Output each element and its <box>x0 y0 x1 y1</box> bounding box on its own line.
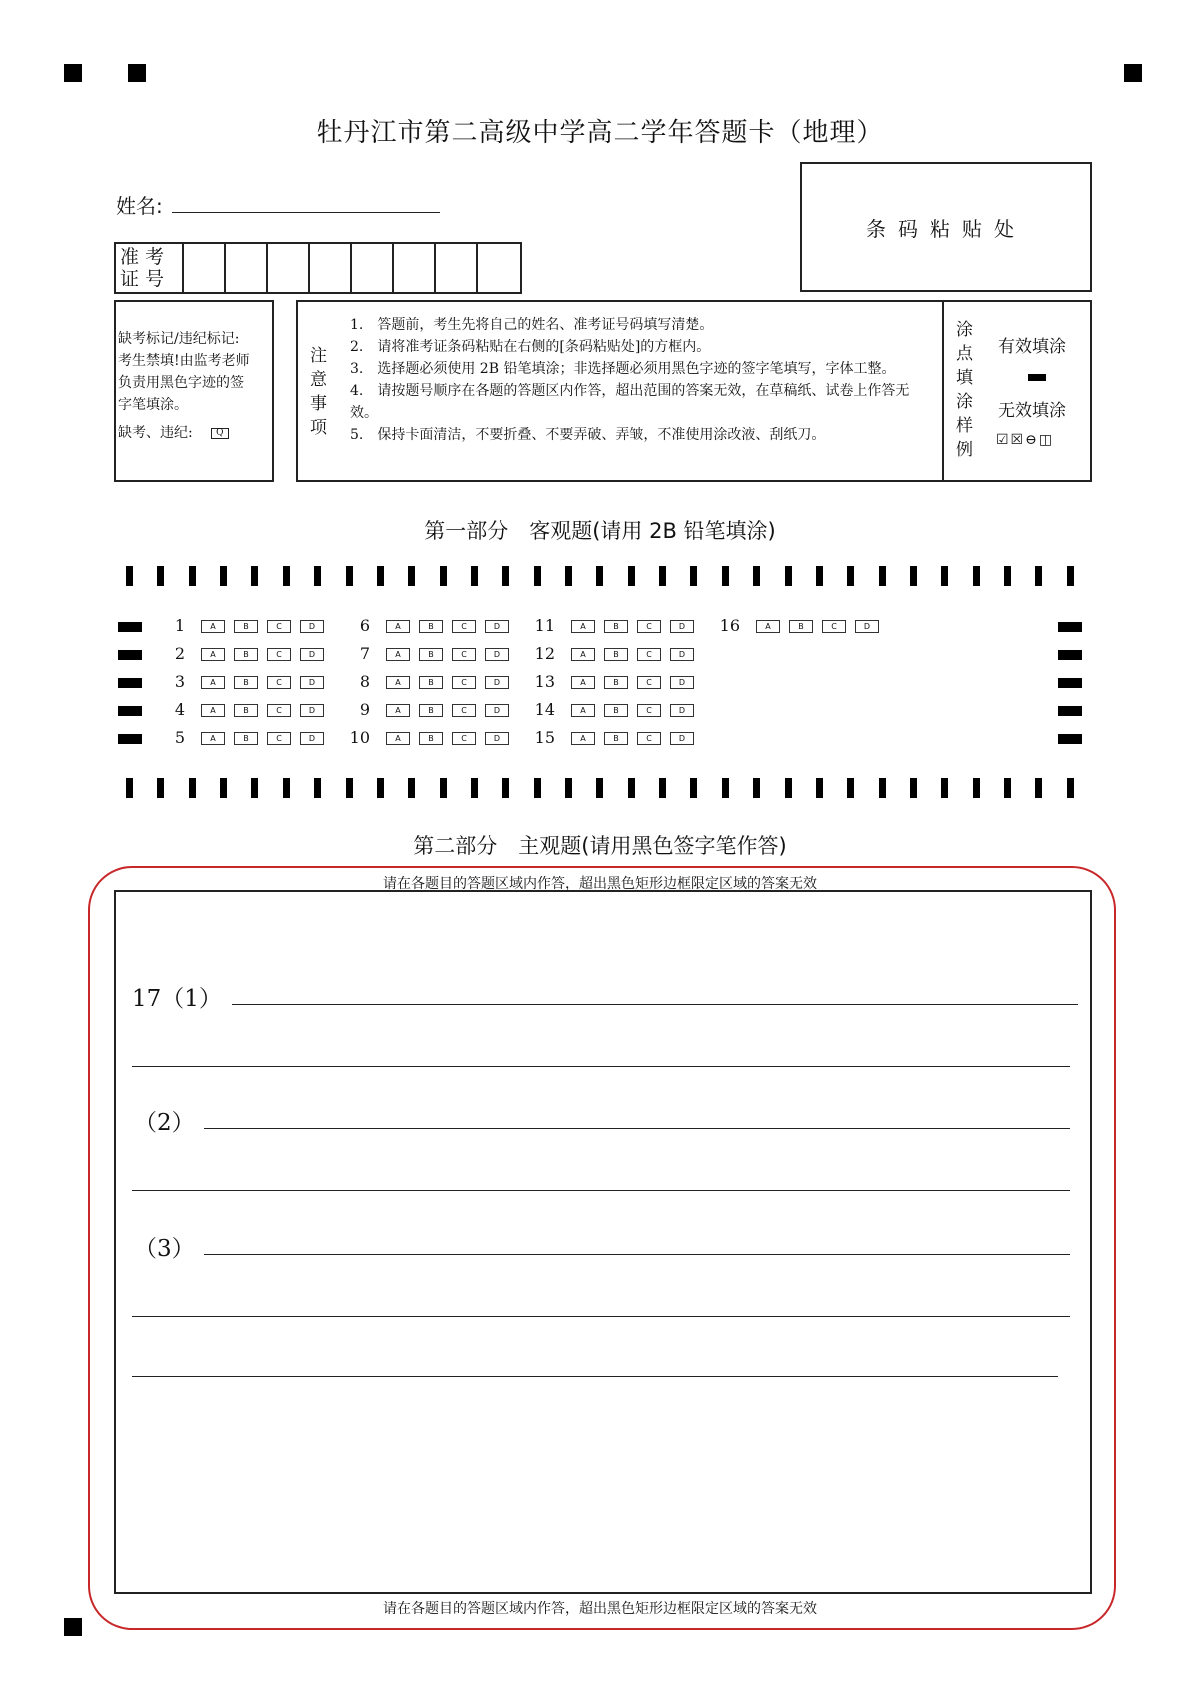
timing-mark <box>189 778 196 798</box>
answer-option-b[interactable]: B <box>234 676 258 689</box>
timing-mark <box>1067 778 1074 798</box>
answer-option-d[interactable]: D <box>300 620 324 633</box>
answer-option-a[interactable]: A <box>571 704 595 717</box>
question-number: 7 <box>359 644 370 663</box>
question-number: 1 <box>174 616 185 635</box>
timing-mark <box>346 778 353 798</box>
timing-mark <box>126 778 133 798</box>
timing-mark <box>659 778 666 798</box>
timing-mark <box>753 778 760 798</box>
row-timing-mark <box>1058 706 1082 716</box>
exam-id-cell[interactable] <box>226 244 268 292</box>
timing-mark <box>1004 566 1011 586</box>
question-number: 12 <box>534 644 555 663</box>
registration-mark <box>128 64 146 82</box>
exam-id-cell[interactable] <box>310 244 352 292</box>
timing-mark <box>628 566 635 586</box>
fill-example-title: 涂点填涂样例 <box>956 320 973 460</box>
question-number: 8 <box>359 672 370 691</box>
answer-option-d[interactable]: D <box>300 704 324 717</box>
absence-mark-label: 缺考、违纪: <box>118 425 193 441</box>
question-17-part2-label: （2） <box>134 1110 195 1136</box>
answer-option-c[interactable]: C <box>452 676 476 689</box>
answer-option-a[interactable]: A <box>571 732 595 745</box>
answer-option-b[interactable]: B <box>604 732 628 745</box>
invalid-fill-marks: ☑☒⊖◫ <box>996 432 1055 448</box>
question-17-part3-label: （3） <box>134 1236 195 1262</box>
timing-mark <box>910 778 917 798</box>
name-label: 姓名: <box>116 194 163 218</box>
answer-option-c[interactable]: C <box>637 620 661 633</box>
row-timing-mark <box>118 622 142 632</box>
row-timing-mark <box>1058 678 1082 688</box>
timing-mark <box>1035 778 1042 798</box>
answer-option-b[interactable]: B <box>604 676 628 689</box>
exam-id-cell[interactable] <box>394 244 436 292</box>
registration-mark <box>64 64 82 82</box>
answer-option-d[interactable]: D <box>670 620 694 633</box>
answer-option-d[interactable]: D <box>670 648 694 661</box>
answer-option-b[interactable]: B <box>789 620 813 633</box>
absence-mark-box <box>114 300 274 482</box>
question-number: 3 <box>174 672 185 691</box>
name-field[interactable] <box>172 212 440 213</box>
timing-mark <box>596 778 603 798</box>
timing-marks-bottom <box>126 778 1074 798</box>
question-number: 6 <box>359 616 370 635</box>
timing-mark <box>596 566 603 586</box>
answer-option-b[interactable]: B <box>234 704 258 717</box>
timing-marks-top <box>126 566 1074 586</box>
timing-mark <box>628 778 635 798</box>
row-timing-mark <box>118 650 142 660</box>
exam-id-cell[interactable] <box>268 244 310 292</box>
notice-item: 4. 请按题号顺序在各题的答题区内作答，超出范围的答案无效，在草稿纸、试卷上作答无效。 <box>350 383 910 421</box>
question-number: 13 <box>534 672 555 691</box>
answer-option-a[interactable]: A <box>201 620 225 633</box>
answer-option-d[interactable]: D <box>485 732 509 745</box>
answer-option-d[interactable]: D <box>485 704 509 717</box>
timing-mark <box>785 778 792 798</box>
answer-option-c[interactable]: C <box>637 648 661 661</box>
absence-mark-checkbox[interactable]: Q <box>211 428 228 439</box>
answer-option-c[interactable]: C <box>822 620 846 633</box>
answer-option-b[interactable]: B <box>604 648 628 661</box>
timing-mark <box>377 566 384 586</box>
answer-option-b[interactable]: B <box>419 732 443 745</box>
divider <box>942 302 944 480</box>
answer-option-a[interactable]: A <box>386 732 410 745</box>
row-timing-mark <box>118 678 142 688</box>
timing-mark <box>408 566 415 586</box>
valid-fill-mark <box>1028 374 1046 381</box>
answer-option-b[interactable]: B <box>234 648 258 661</box>
exam-id-cell[interactable] <box>184 244 226 292</box>
answer-line[interactable] <box>132 1316 1070 1317</box>
answer-option-d[interactable]: D <box>855 620 879 633</box>
question-number: 15 <box>534 728 555 747</box>
question-number: 9 <box>359 700 370 719</box>
notice-item: 2. 请将准考证条码粘贴在右侧的[条码粘贴处]的方框内。 <box>350 339 711 355</box>
question-number: 16 <box>719 616 740 635</box>
answer-option-c[interactable]: C <box>267 732 291 745</box>
timing-mark <box>502 778 509 798</box>
exam-id-table <box>114 242 522 294</box>
timing-mark <box>314 778 321 798</box>
timing-mark <box>565 778 572 798</box>
timing-mark <box>690 566 697 586</box>
answer-line[interactable] <box>132 1190 1070 1191</box>
answer-warning-bottom: 请在各题目的答题区域内作答，超出黑色矩形边框限定区域的答案无效 <box>383 1601 817 1617</box>
timing-mark <box>346 566 353 586</box>
barcode-area: 条码粘贴处 <box>800 162 1092 292</box>
question-number: 4 <box>174 700 185 719</box>
answer-option-d[interactable]: D <box>485 676 509 689</box>
answer-option-c[interactable]: C <box>267 648 291 661</box>
timing-mark <box>973 778 980 798</box>
absence-text-line: 缺考标记/违纪标记: <box>118 331 240 347</box>
notice-box <box>296 300 1092 482</box>
registration-mark <box>64 1618 82 1636</box>
answer-box-17[interactable] <box>114 890 1092 1594</box>
row-timing-mark <box>1058 622 1082 632</box>
timing-mark <box>471 566 478 586</box>
timing-mark <box>973 566 980 586</box>
answer-option-a[interactable]: A <box>201 704 225 717</box>
answer-option-b[interactable]: B <box>234 732 258 745</box>
answer-option-d[interactable]: D <box>300 648 324 661</box>
timing-mark <box>502 566 509 586</box>
answer-option-a[interactable]: A <box>386 620 410 633</box>
timing-mark <box>722 566 729 586</box>
answer-option-b[interactable]: B <box>604 620 628 633</box>
timing-mark <box>440 778 447 798</box>
timing-mark <box>157 778 164 798</box>
answer-option-d[interactable]: D <box>300 732 324 745</box>
answer-option-a[interactable]: A <box>201 676 225 689</box>
registration-mark <box>1124 64 1142 82</box>
timing-mark <box>941 778 948 798</box>
timing-mark <box>941 566 948 586</box>
question-17-part1-label: 17（1） <box>132 986 222 1012</box>
answer-option-a[interactable]: A <box>386 676 410 689</box>
valid-fill-label: 有效填涂 <box>998 337 1066 357</box>
answer-option-d[interactable]: D <box>485 648 509 661</box>
answer-option-a[interactable]: A <box>201 648 225 661</box>
answer-option-a[interactable]: A <box>756 620 780 633</box>
part2-title: 第二部分 主观题(请用黑色签字笔作答) <box>413 834 787 858</box>
notice-item: 1. 答题前，考生先将自己的姓名、准考证号码填写清楚。 <box>350 317 714 333</box>
answer-option-c[interactable]: C <box>637 732 661 745</box>
answer-option-b[interactable]: B <box>419 648 443 661</box>
absence-text-line: 考生禁填!由监考老师 <box>118 353 250 369</box>
answer-option-a[interactable]: A <box>386 648 410 661</box>
notice-item: 3. 选择题必须使用 2B 铅笔填涂；非选择题必须用黑色字迹的签字笔填写，字体工整。 <box>350 361 896 377</box>
timing-mark <box>690 778 697 798</box>
timing-mark <box>753 566 760 586</box>
timing-mark <box>440 566 447 586</box>
timing-mark <box>251 778 258 798</box>
timing-mark <box>251 566 258 586</box>
answer-option-d[interactable]: D <box>485 620 509 633</box>
timing-mark <box>847 566 854 586</box>
notice-item: 5. 保持卡面清洁，不要折叠、不要弄破、弄皱，不准使用涂改液、刮纸刀。 <box>350 427 826 443</box>
row-timing-mark <box>118 706 142 716</box>
timing-mark <box>910 566 917 586</box>
timing-mark <box>471 778 478 798</box>
answer-warning-top: 请在各题目的答题区域内作答，超出黑色矩形边框限定区域的答案无效 <box>383 876 817 892</box>
timing-mark <box>534 778 541 798</box>
answer-option-b[interactable]: B <box>419 704 443 717</box>
timing-mark <box>126 566 133 586</box>
page-title: 牡丹江市第二高级中学高二学年答题卡（地理） <box>316 118 884 148</box>
answer-option-b[interactable]: B <box>604 704 628 717</box>
timing-mark <box>377 778 384 798</box>
invalid-fill-label: 无效填涂 <box>998 401 1066 421</box>
answer-option-b[interactable]: B <box>234 620 258 633</box>
timing-mark <box>565 566 572 586</box>
timing-mark <box>816 566 823 586</box>
exam-id-cell[interactable] <box>436 244 478 292</box>
answer-option-b[interactable]: B <box>419 620 443 633</box>
timing-mark <box>220 566 227 586</box>
question-number: 14 <box>534 700 555 719</box>
timing-mark <box>722 778 729 798</box>
question-number: 11 <box>534 616 555 635</box>
question-number: 5 <box>174 728 185 747</box>
answer-option-d[interactable]: D <box>300 676 324 689</box>
exam-id-label: 准考证号 <box>116 244 184 292</box>
timing-mark <box>1035 566 1042 586</box>
answer-option-c[interactable]: C <box>452 620 476 633</box>
timing-mark <box>220 778 227 798</box>
timing-mark <box>879 566 886 586</box>
answer-option-c[interactable]: C <box>637 704 661 717</box>
answer-option-c[interactable]: C <box>452 648 476 661</box>
timing-mark <box>314 566 321 586</box>
answer-option-a[interactable]: A <box>571 648 595 661</box>
exam-id-cell[interactable] <box>352 244 394 292</box>
timing-mark <box>816 778 823 798</box>
answer-option-c[interactable]: C <box>637 676 661 689</box>
answer-line[interactable] <box>204 1254 1070 1255</box>
timing-mark <box>879 778 886 798</box>
answer-line[interactable] <box>132 1376 1058 1377</box>
question-number: 2 <box>174 644 185 663</box>
absence-text-line: 字笔填涂。 <box>118 397 188 413</box>
answer-option-d[interactable]: D <box>670 732 694 745</box>
question-number: 10 <box>349 728 370 747</box>
row-timing-mark <box>118 734 142 744</box>
answer-line[interactable] <box>204 1128 1070 1129</box>
answer-line[interactable] <box>232 1004 1078 1005</box>
answer-option-c[interactable]: C <box>267 620 291 633</box>
answer-option-d[interactable]: D <box>670 704 694 717</box>
answer-option-a[interactable]: A <box>571 676 595 689</box>
notice-title: 注意事项 <box>310 346 327 438</box>
answer-option-d[interactable]: D <box>670 676 694 689</box>
answer-option-c[interactable]: C <box>452 704 476 717</box>
timing-mark <box>1004 778 1011 798</box>
answer-option-a[interactable]: A <box>201 732 225 745</box>
answer-option-c[interactable]: C <box>452 732 476 745</box>
absence-text-line: 负责用黑色字迹的签 <box>118 375 244 391</box>
timing-mark <box>659 566 666 586</box>
answer-line[interactable] <box>132 1066 1070 1067</box>
timing-mark <box>283 566 290 586</box>
answer-option-a[interactable]: A <box>386 704 410 717</box>
exam-id-cell[interactable] <box>478 244 520 292</box>
timing-mark <box>847 778 854 798</box>
row-timing-mark <box>1058 734 1082 744</box>
answer-option-b[interactable]: B <box>419 676 443 689</box>
answer-option-c[interactable]: C <box>267 704 291 717</box>
row-timing-mark <box>1058 650 1082 660</box>
timing-mark <box>534 566 541 586</box>
timing-mark <box>785 566 792 586</box>
notice-list <box>350 314 935 446</box>
timing-mark <box>189 566 196 586</box>
timing-mark <box>283 778 290 798</box>
answer-option-c[interactable]: C <box>267 676 291 689</box>
timing-mark <box>408 778 415 798</box>
part1-title: 第一部分 客观题(请用 2B 铅笔填涂) <box>424 519 776 543</box>
answer-option-a[interactable]: A <box>571 620 595 633</box>
timing-mark <box>1067 566 1074 586</box>
timing-mark <box>157 566 164 586</box>
